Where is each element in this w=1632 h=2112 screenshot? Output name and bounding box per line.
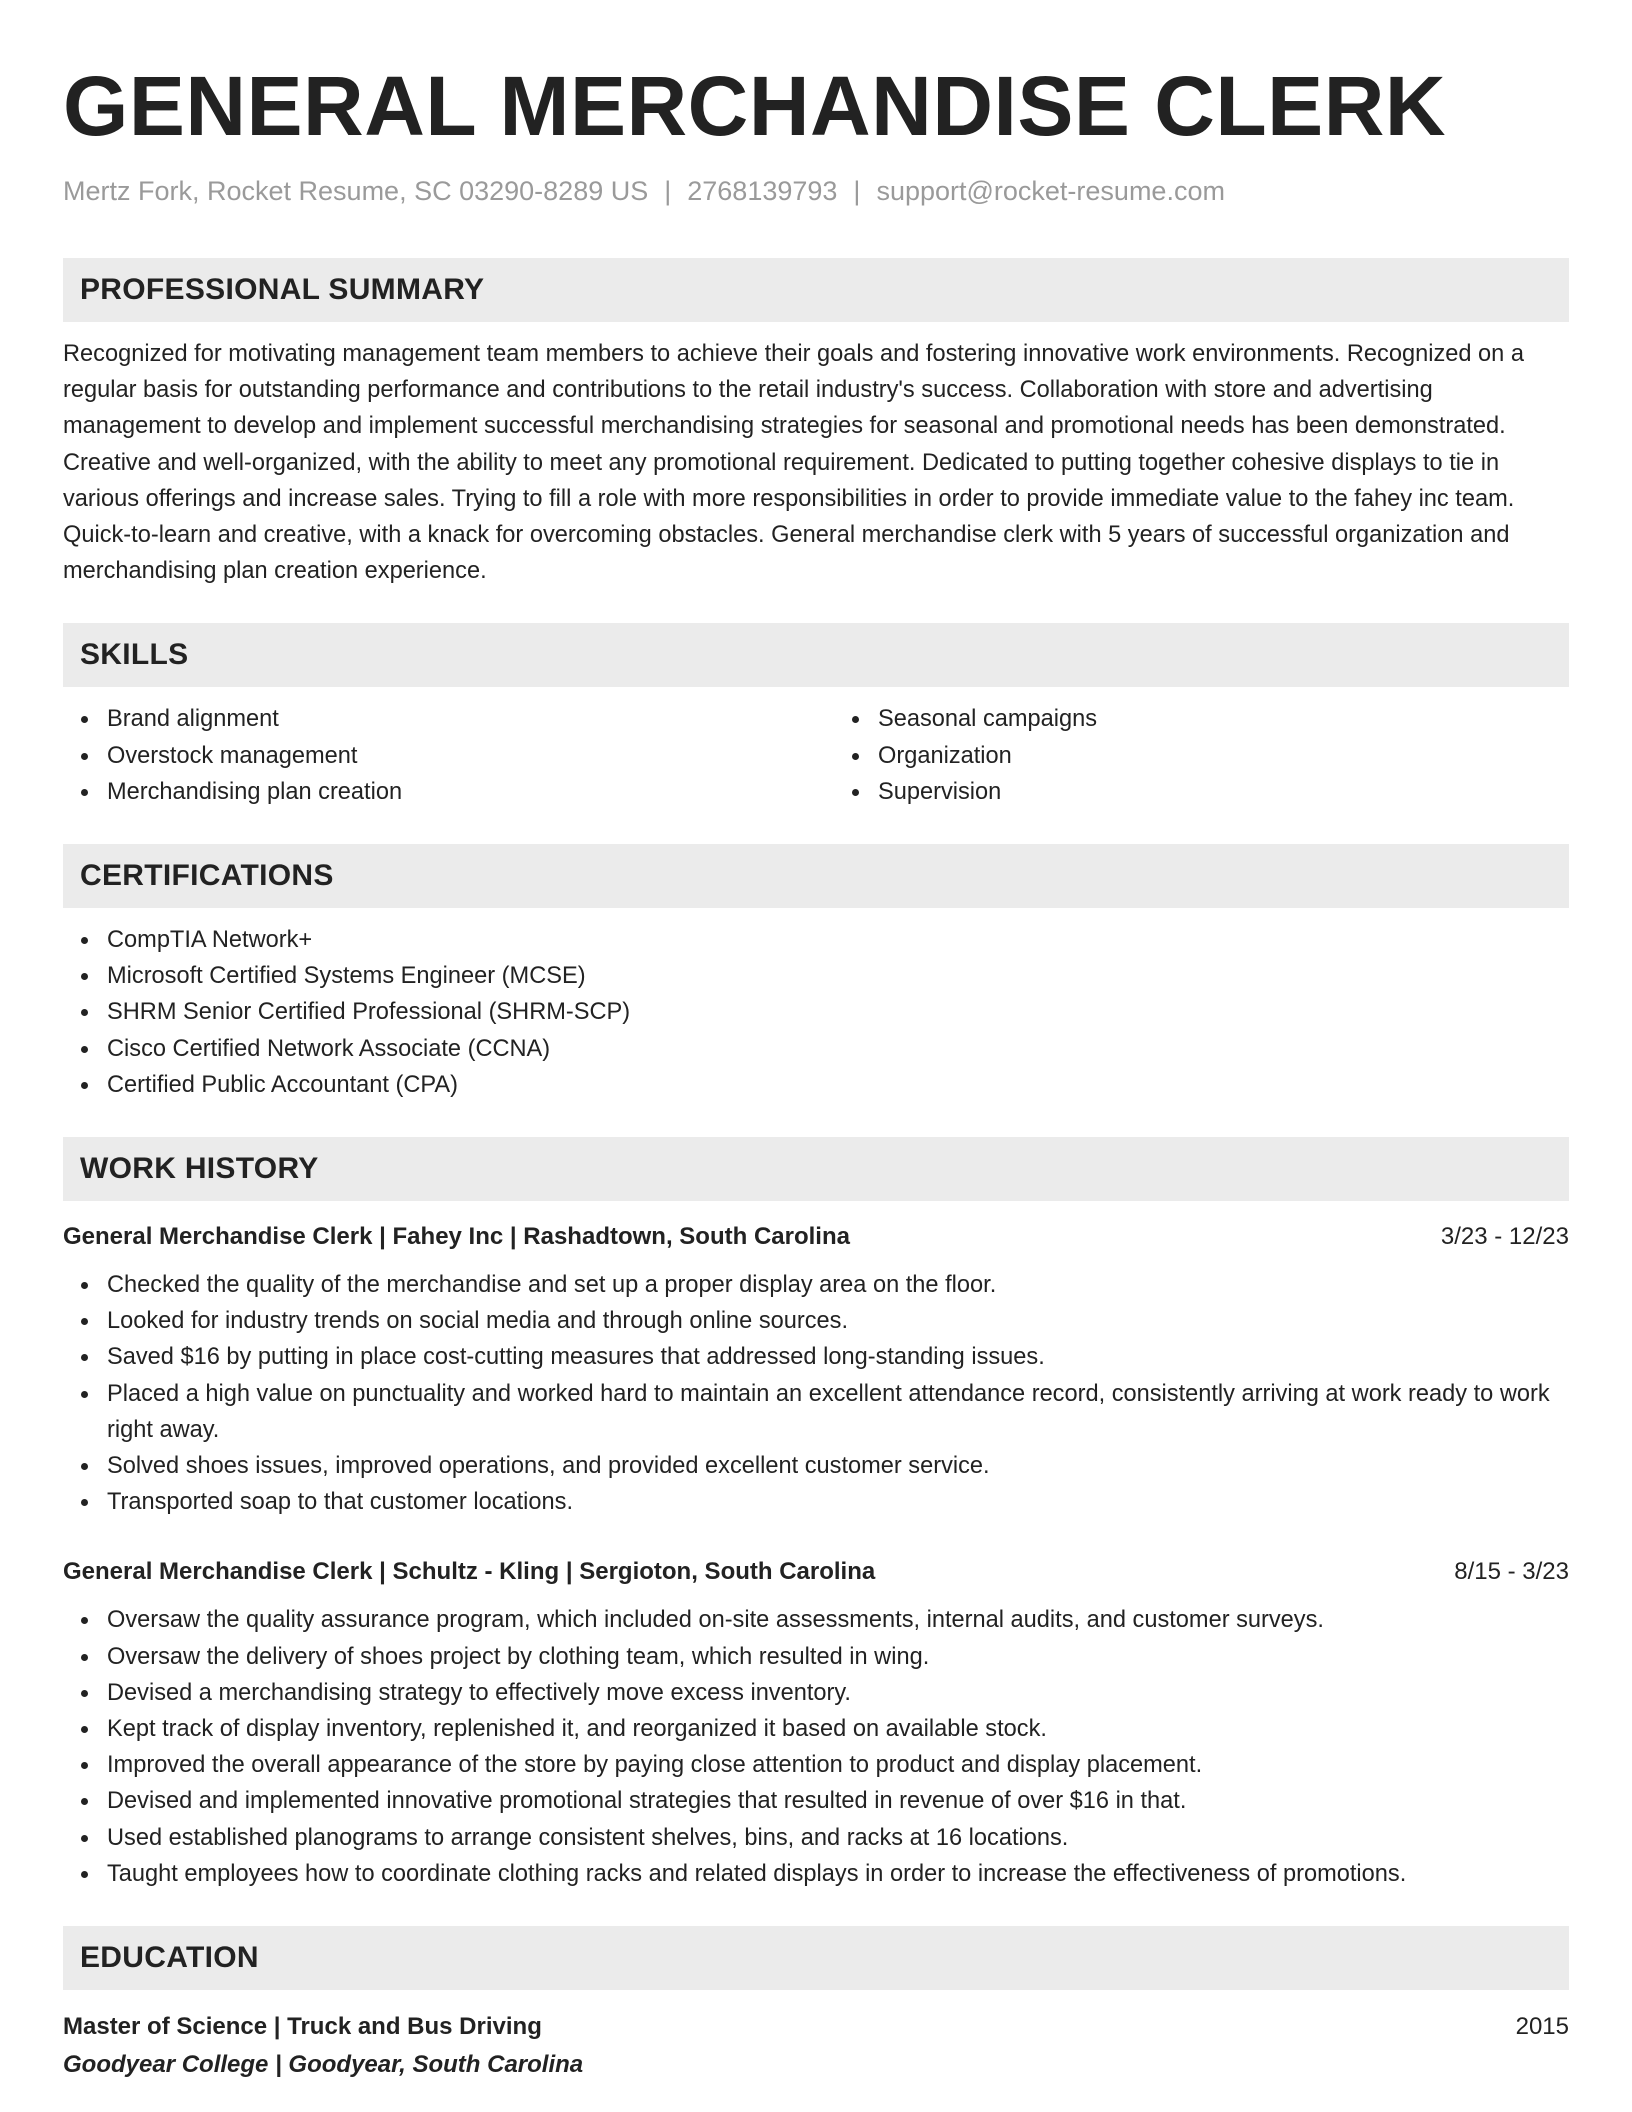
education-header <box>63 2008 1569 2046</box>
list-item: Oversaw the quality assurance program, which included on-site assessments, internal audits, and customer surveys. <box>107 1602 1569 1638</box>
job-dates: 3/23 - 12/23 <box>1440 1223 1569 1251</box>
summary-section <box>63 258 1569 589</box>
list-item: Placed a high value on punctuality and worked hard to maintain an excellent attendance record, consistently arriving at work ready to work right away. <box>107 1376 1569 1448</box>
skills-list-right <box>816 701 1569 810</box>
contact-separator: | <box>664 176 672 206</box>
list-item: Improved the overall appearance of the store by paying close attention to product and display placement. <box>107 1747 1569 1783</box>
list-item: Supervision <box>878 774 1569 810</box>
list-item: Brand alignment <box>107 701 816 737</box>
job-entry <box>63 1219 1569 1520</box>
job-duties-list <box>63 1267 1569 1520</box>
list-item: Checked the quality of the merchandise and set up a proper display area on the floor. <box>107 1267 1569 1303</box>
list-item: Devised and implemented innovative promotional strategies that resulted in revenue of over $16 in that. <box>107 1783 1569 1819</box>
list-item: SHRM Senior Certified Professional (SHRM-SCP) <box>107 994 1569 1030</box>
section-heading: SKILLS <box>63 623 1569 687</box>
list-item: Solved shoes issues, improved operations, and provided excellent customer service. <box>107 1448 1569 1484</box>
education-degree: Master of Science | Truck and Bus Driving <box>63 2013 542 2041</box>
skills-list-left <box>63 701 816 810</box>
section-heading: CERTIFICATIONS <box>63 844 1569 908</box>
education-section <box>63 1926 1569 2084</box>
job-header <box>63 1219 1569 1255</box>
education-year: 2015 <box>1515 2013 1569 2041</box>
list-item: Devised a merchandising strategy to effectively move excess inventory. <box>107 1675 1569 1711</box>
job-title: General Merchandise Clerk | Schultz - Kling | Sergioton, South Carolina <box>63 1558 876 1586</box>
job-entry <box>63 1554 1569 1892</box>
section-heading: WORK HISTORY <box>63 1137 1569 1201</box>
job-dates: 8/15 - 3/23 <box>1454 1558 1569 1586</box>
certifications-list <box>63 922 1569 1103</box>
list-item: Cisco Certified Network Associate (CCNA) <box>107 1031 1569 1067</box>
job-duties-list <box>63 1602 1569 1892</box>
list-item: Used established planograms to arrange consistent shelves, bins, and racks at 16 locations. <box>107 1820 1569 1856</box>
list-item: Saved $16 by putting in place cost-cutting measures that addressed long-standing issues. <box>107 1339 1569 1375</box>
skills-section <box>63 623 1569 810</box>
section-heading: PROFESSIONAL SUMMARY <box>63 258 1569 322</box>
contact-separator: | <box>853 176 861 206</box>
section-heading: EDUCATION <box>63 1926 1569 1990</box>
skills-grid <box>63 701 1569 810</box>
list-item: Seasonal campaigns <box>878 701 1569 737</box>
job-header <box>63 1554 1569 1590</box>
list-item: Merchandising plan creation <box>107 774 816 810</box>
certifications-section <box>63 844 1569 1103</box>
work-history-section <box>63 1137 1569 1892</box>
list-item: Transported soap to that customer locations. <box>107 1484 1569 1520</box>
contact-phone: 2768139793 <box>687 176 838 206</box>
education-school: Goodyear College | Goodyear, South Carolina <box>63 2051 584 2079</box>
list-item: Kept track of display inventory, replenished it, and reorganized it based on available stock. <box>107 1711 1569 1747</box>
contact-email: support@rocket-resume.com <box>876 176 1225 206</box>
list-item: Organization <box>878 738 1569 774</box>
summary-text: Recognized for motivating management team members to achieve their goals and fostering innovative work environments. Recognized on a regular basis for outstanding performance and contributions to the retail industry's success. Collaboration with store and advertising management to develop and implement successful merchandising strategies for seasonal and promotional needs has been demonstrated. Creative and well-organized, with the ability to meet any promotional requirement. Dedicated to putting together cohesive displays to tie in various offerings and increase sales. Trying to fill a role with more responsibilities in order to provide immediate value to the fahey inc team. Quick-to-learn and creative, with a knack for overcoming obstacles. General merchandise clerk with 5 years of successful organization and merchandising plan creation experience. <box>63 341 1524 585</box>
job-title: General Merchandise Clerk | Fahey Inc | Rashadtown, South Carolina <box>63 1223 850 1251</box>
list-item: Certified Public Accountant (CPA) <box>107 1067 1569 1103</box>
list-item: Taught employees how to coordinate clothing racks and related displays in order to increase the effectiveness of promotions. <box>107 1856 1569 1892</box>
list-item: CompTIA Network+ <box>107 922 1569 958</box>
list-item: Looked for industry trends on social media and through online sources. <box>107 1303 1569 1339</box>
list-item: Overstock management <box>107 738 816 774</box>
contact-address: Mertz Fork, Rocket Resume, SC 03290-8289 US <box>63 176 649 206</box>
resume-name: GENERAL MERCHANDISE CLERK <box>63 59 1447 153</box>
list-item: Oversaw the delivery of shoes project by clothing team, which resulted in wing. <box>107 1639 1569 1675</box>
list-item: Microsoft Certified Systems Engineer (MCSE) <box>107 958 1569 994</box>
contact-line <box>63 174 1569 208</box>
education-entry <box>63 2008 1569 2084</box>
